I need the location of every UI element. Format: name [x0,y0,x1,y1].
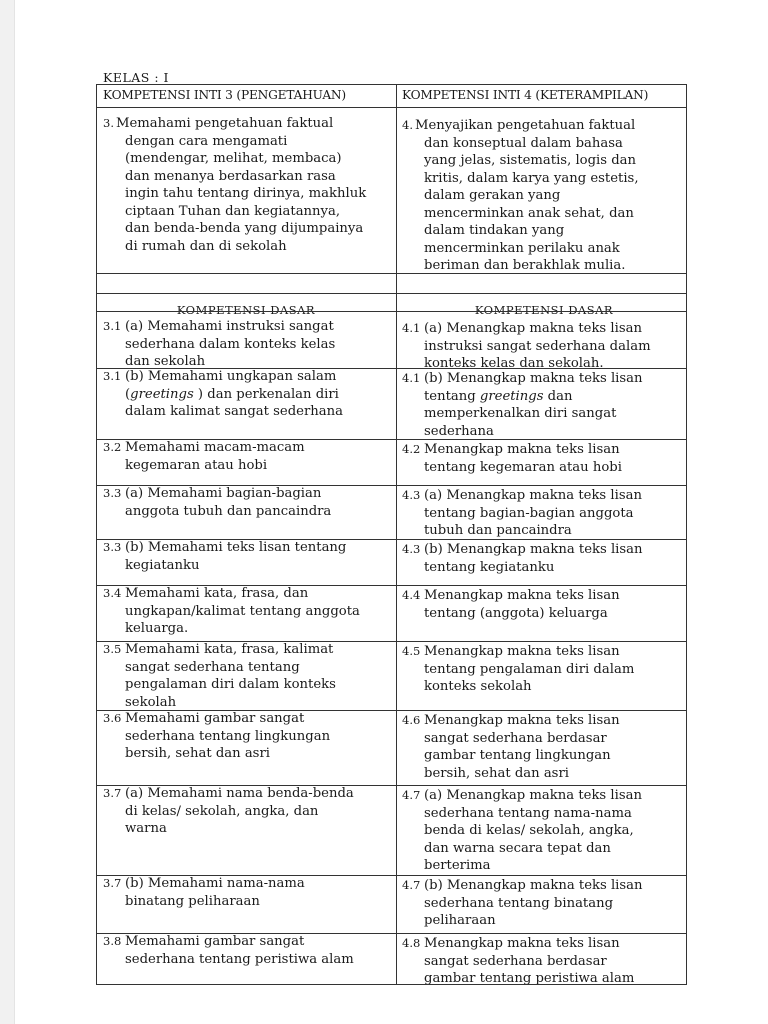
text-line: sederhana tentang nama-nama [424,805,632,821]
text-line: (a) Memahami bagian-bagian [125,486,322,501]
text-line: tubuh dan pancaindra [424,523,572,538]
row-divider [97,293,686,294]
text-line: (b) Memahami teks lisan tentang [125,540,347,555]
text-line: tentang (anggota) keluarga [424,605,608,621]
text-line: (a) Menangkap makna teks lisan [424,488,642,503]
text-line: sederhana tentang peristiwa alam [125,951,354,967]
text-line: Menyajikan pengetahuan faktual [415,118,636,133]
text-line: tentang greetings dan [424,388,573,404]
row-divider [97,107,686,108]
text-line: beriman dan berakhlak mulia. [424,258,626,273]
text-line: berterima [424,858,491,873]
text-line: tentang kegiatanku [424,559,555,575]
competency-text [402,320,651,373]
left-margin-strip [0,0,15,1024]
header-ki3: KOMPETENSI INTI 3 (PENGETAHUAN) [103,88,346,102]
text-line: (b) Menangkap makna teks lisan [424,371,643,386]
competency-text [103,439,305,474]
competency-code: 3.1 [103,319,122,333]
text-line: bersih, sehat dan asri [125,746,270,761]
italic-term: greetings [479,388,544,404]
competency-code: 4. [402,118,413,132]
competency-code: 3.1 [103,369,122,383]
text-line: mencerminkan anak sehat, dan [424,205,634,221]
competency-text [103,641,336,711]
competency-code: 3.4 [103,586,122,600]
competency-text [103,368,343,421]
column-divider [396,85,397,984]
text-line: (b) Memahami ungkapan salam [125,369,337,384]
competency-text [103,485,331,520]
competency-table [96,84,687,985]
competency-text [103,318,335,371]
competency-code: 4.2 [402,442,421,456]
competency-text [103,585,360,638]
competency-text [103,539,346,574]
text-line: sederhana tentang lingkungan [125,728,331,744]
kd-header-left: KOMPETENSI DASAR [176,303,316,317]
text-line: Menangkap makna teks lisan [424,644,620,659]
text-line: memperkenalkan diri sangat [424,406,617,421]
text-line: (a) Memahami instruksi sangat [125,319,334,334]
competency-code: 3.8 [103,934,122,948]
text-line: sederhana tentang binatang [424,895,614,911]
text-line: (b) Memahami nama-nama [125,876,305,891]
competency-text [103,875,305,910]
competency-text [103,710,330,763]
competency-code: 3.5 [103,642,122,656]
text-line: keluarga. [125,621,189,636]
text-line: tentang kegemaran atau hobi [424,459,622,475]
text-line: Memahami gambar sangat [125,711,305,726]
competency-code: 4.3 [402,488,421,502]
text-line: sekolah [125,694,177,710]
competency-text [402,935,634,985]
competency-text [402,787,642,875]
text-line: Memahami gambar sangat [125,934,305,949]
competency-code: 3.2 [103,440,122,454]
kd-header-right: KOMPETENSI DASAR [474,303,614,317]
text-line: dengan cara mengamati [125,133,288,149]
text-line: anggota tubuh dan pancaindra [125,503,332,519]
text-line: di rumah dan di sekolah [125,238,287,254]
competency-text [103,785,354,838]
competency-code: 4.8 [402,936,421,950]
text-line: Memahami macam-macam [125,440,305,455]
text-line: ungkapan/kalimat tentang anggota [125,603,360,619]
text-line: sangat sederhana berdasar [424,730,607,746]
text-line: Memahami pengetahuan faktual [116,116,334,131]
text-line: dan menanya berdasarkan rasa [125,168,336,184]
text-line: dan sekolah [125,354,206,369]
text-line: instruksi sangat sederhana dalam [424,338,651,354]
text-line: (greetings ) dan perkenalan diri [125,386,339,402]
text-line: konteks sekolah [424,679,532,694]
text-line: sederhana dalam konteks kelas [125,336,336,352]
competency-code: 4.7 [402,878,421,892]
text-line: ingin tahu tentang dirinya, makhluk [125,186,367,201]
text-line: warna [125,821,167,836]
italic-term: greetings [130,386,194,402]
text-line: dan warna secara tepat dan [424,840,611,856]
text-line: kritis, dalam karya yang estetis, [424,170,639,186]
text-line: (b) Menangkap makna teks lisan [424,878,643,893]
text-line: Menangkap makna teks lisan [424,713,620,728]
text-line: Memahami kata, frasa, dan [125,586,309,601]
text-line: di kelas/ sekolah, angka, dan [125,803,319,819]
competency-code: 4.6 [402,713,421,727]
text-line: (a) Menangkap makna teks lisan [424,788,642,803]
text-line: dan benda-benda yang dijumpainya [125,221,364,236]
text-line: sangat sederhana berdasar [424,953,607,969]
text-line: tentang pengalaman diri dalam [424,661,635,677]
row-divider [97,273,686,274]
competency-text [103,933,354,968]
competency-code: 4.4 [402,588,421,602]
class-label: KELAS : I [103,70,169,85]
competency-code: 3.3 [103,540,122,554]
competency-code: 4.7 [402,788,421,802]
text-line: konteks kelas dan sekolah. [424,356,604,371]
competency-code: 3.7 [103,876,122,890]
text-line: (a) Memahami nama benda-benda [125,786,354,801]
text-line: (b) Menangkap makna teks lisan [424,542,643,557]
competency-text [402,587,620,622]
competency-code: 3.3 [103,486,122,500]
text-line: dalam tindakan yang [424,223,565,238]
competency-text [402,712,620,782]
competency-code: 3.6 [103,711,122,725]
text-line: dalam kalimat sangat sederhana [125,404,343,419]
competency-text [402,370,643,440]
competency-text [402,877,643,930]
text-line: gambar tentang lingkungan [424,748,611,763]
text-line: sederhana [424,423,494,439]
text-line: binatang peliharaan [125,893,260,909]
text-line: pengalaman diri dalam konteks [125,677,336,692]
text-line: ciptaan Tuhan dan kegiatannya, [125,203,341,219]
text-line: benda di kelas/ sekolah, angka, [424,823,634,838]
header-ki4: KOMPETENSI INTI 4 (KETERAMPILAN) [402,88,649,102]
text-line: tentang bagian-bagian anggota [424,505,634,521]
competency-code: 4.1 [402,321,421,335]
competency-text [402,643,634,696]
text-line: (mendengar, melihat, membaca) [125,151,342,166]
competency-code: 3. [103,116,114,130]
text-line: (a) Menangkap makna teks lisan [424,321,642,336]
row-divider [97,311,686,312]
text-line: sangat sederhana tentang [125,659,300,675]
competency-code: 4.3 [402,542,421,556]
text-line: kegemaran atau hobi [125,457,268,473]
text-line: dalam gerakan yang [424,188,561,203]
competency-text [402,441,622,476]
text-line: Menangkap makna teks lisan [424,936,620,951]
text-line: yang jelas, sistematis, logis dan [424,153,637,168]
text-line: Menangkap makna teks lisan [424,442,620,457]
competency-code: 4.5 [402,644,421,658]
competency-text [402,117,639,275]
text-line: mencerminkan perilaku anak [424,240,620,256]
text-line: Memahami kata, frasa, kalimat [125,642,334,657]
text-line: bersih, sehat dan asri [424,765,569,781]
text-line: Menangkap makna teks lisan [424,588,620,603]
competency-text [402,487,642,540]
text-line: peliharaan [424,913,496,928]
text-line: gambar tentang peristiwa alam [424,971,635,985]
competency-text [402,541,643,576]
text-line: kegiatanku [125,557,200,573]
competency-code: 3.7 [103,786,122,800]
competency-text [103,115,366,255]
competency-code: 4.1 [402,371,421,385]
text-line: dan konseptual dalam bahasa [424,135,623,151]
